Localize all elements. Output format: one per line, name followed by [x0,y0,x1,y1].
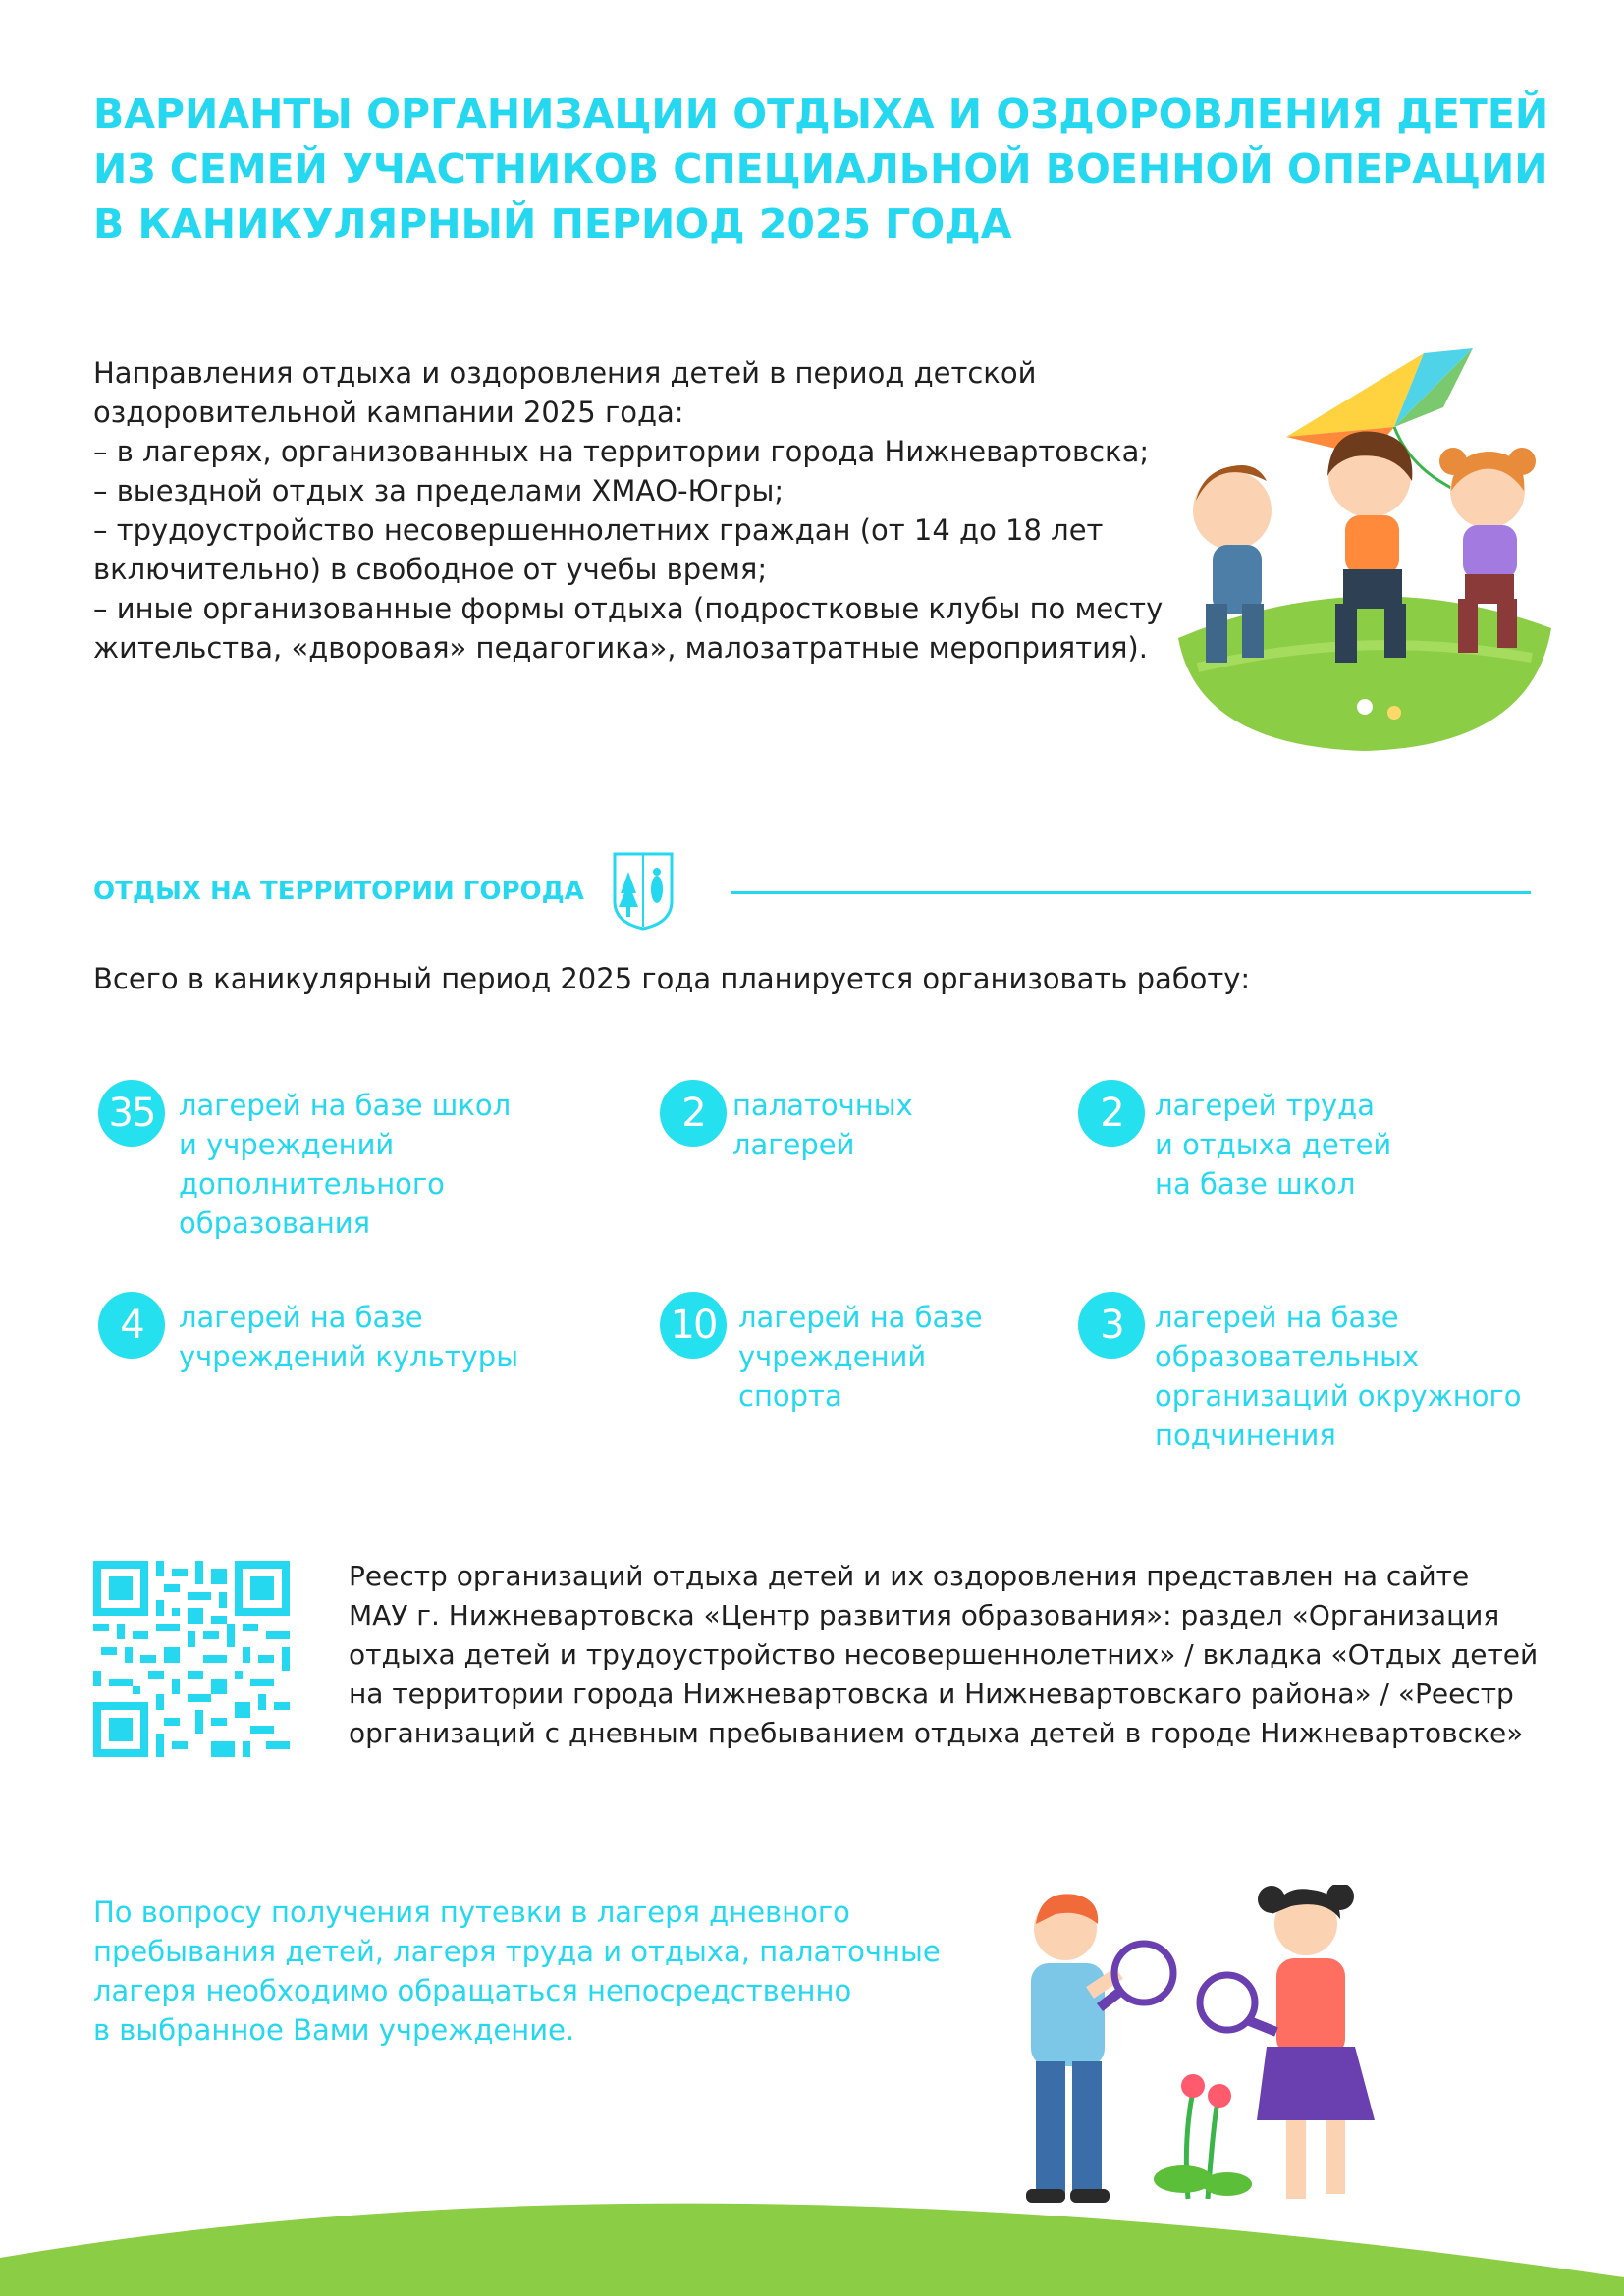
stat-line: образования [179,1206,371,1240]
intro-line: – трудоустройство несовершеннолетних граждан (от 14 до 18 лет [93,513,1104,547]
city-emblem-icon [611,850,676,931]
stat-line: организаций окружного [1155,1379,1522,1413]
registry-line: отдыха детей и трудоустройство несовершеннолетних» / вкладка «Отдых детей [349,1638,1539,1671]
intro-line: жительства, «дворовая» педагогика», малозатратные мероприятия). [93,631,1148,665]
stat-line: лагерей труда [1155,1089,1375,1122]
stat-description [1155,1298,1521,1455]
stat-description [732,1086,913,1164]
intro-line: оздоровительной кампании 2025 года: [93,396,684,429]
stat-number-badge: 3 [1078,1292,1145,1359]
stat-description [179,1298,518,1376]
contact-line: пребывания детей, лагеря труда и отдыха, палаточные [93,1935,941,1968]
intro-line: – в лагерях, организованных на территории города Нижневартовска; [93,435,1150,468]
stat-line: и отдыха детей [1155,1128,1392,1161]
stat-number-badge: 10 [660,1292,727,1359]
stat-line: учреждений [738,1340,927,1373]
title-line-1: ВАРИАНТЫ ОРГАНИЗАЦИИ ОТДЫХА И ОЗДОРОВЛЕНИЯ ДЕТЕЙ [93,90,1549,137]
stat-line: учреждений культуры [179,1340,519,1373]
stat-line: спорта [738,1379,842,1413]
registry-line: организаций с дневным пребыванием отдыха детей в городе Нижневартовске» [349,1717,1524,1749]
intro-line: Направления отдыха и оздоровления детей в период детской [93,356,1037,390]
qr-code-icon[interactable] [93,1561,290,1757]
stat-line: лагерей на базе [738,1301,983,1334]
stat-line: лагерей на базе [1155,1301,1399,1334]
stat-number-badge: 35 [98,1080,165,1147]
registry-line: МАУ г. Нижневартовска «Центр развития образования»: раздел «Организация [349,1599,1500,1631]
stat-number-badge: 4 [98,1292,165,1359]
stat-line: дополнительного [179,1167,445,1201]
intro-line: включительно) в свободное от учебы время; [93,553,768,586]
contact-line: в выбранное Вами учреждение. [93,2013,575,2047]
stat-line: лагерей на базе [179,1301,423,1334]
section-divider [731,891,1531,894]
stat-number-badge: 2 [1078,1080,1145,1147]
registry-line: на территории города Нижневартовска и Нижневартовскаго района» / «Реестр [349,1678,1514,1710]
contact-line: По вопросу получения путевки в лагеря дневного [93,1896,850,1929]
stat-line: подчинения [1155,1418,1336,1452]
running-children-illustration [1159,344,1571,756]
stat-line: на базе школ [1155,1167,1356,1201]
stat-line: палаточных [732,1089,913,1122]
stat-number-badge: 2 [660,1080,727,1147]
title-line-2: ИЗ СЕМЕЙ УЧАСТНИКОВ СПЕЦИАЛЬНОЙ ВОЕННОЙ ОПЕРАЦИИ [93,145,1548,192]
intro-line: – выездной отдых за пределами ХМАО-Югры; [93,474,785,507]
stat-line: лагерей [732,1128,855,1161]
section-heading: ОТДЫХ НА ТЕРРИТОРИИ ГОРОДА [93,877,584,906]
stat-line: образовательных [1155,1340,1420,1373]
stat-line: лагерей на базе школ [179,1089,512,1122]
stat-description [1155,1086,1391,1203]
registry-line: Реестр организаций отдыха детей и их оздоровления представлен на сайте [349,1560,1470,1592]
intro-line: – иные организованные формы отдыха (подростковые клубы по месту [93,592,1164,625]
contact-note [93,1893,941,2050]
stat-line: и учреждений [179,1128,395,1161]
title-line-3: В КАНИКУЛЯРНЫЙ ПЕРИОД 2025 ГОДА [93,200,1012,247]
total-line: Всего в каникулярный период 2025 года планируется организовать работу: [93,962,1251,995]
directions-list [93,353,1173,667]
registry-info [349,1557,1556,1753]
contact-line: лагеря необходимо обращаться непосредственно [93,1974,852,2007]
page-title [93,86,1549,251]
stat-description [738,1298,983,1415]
children-with-magnifiers-illustration [952,1885,1424,2218]
stat-description [179,1086,511,1243]
